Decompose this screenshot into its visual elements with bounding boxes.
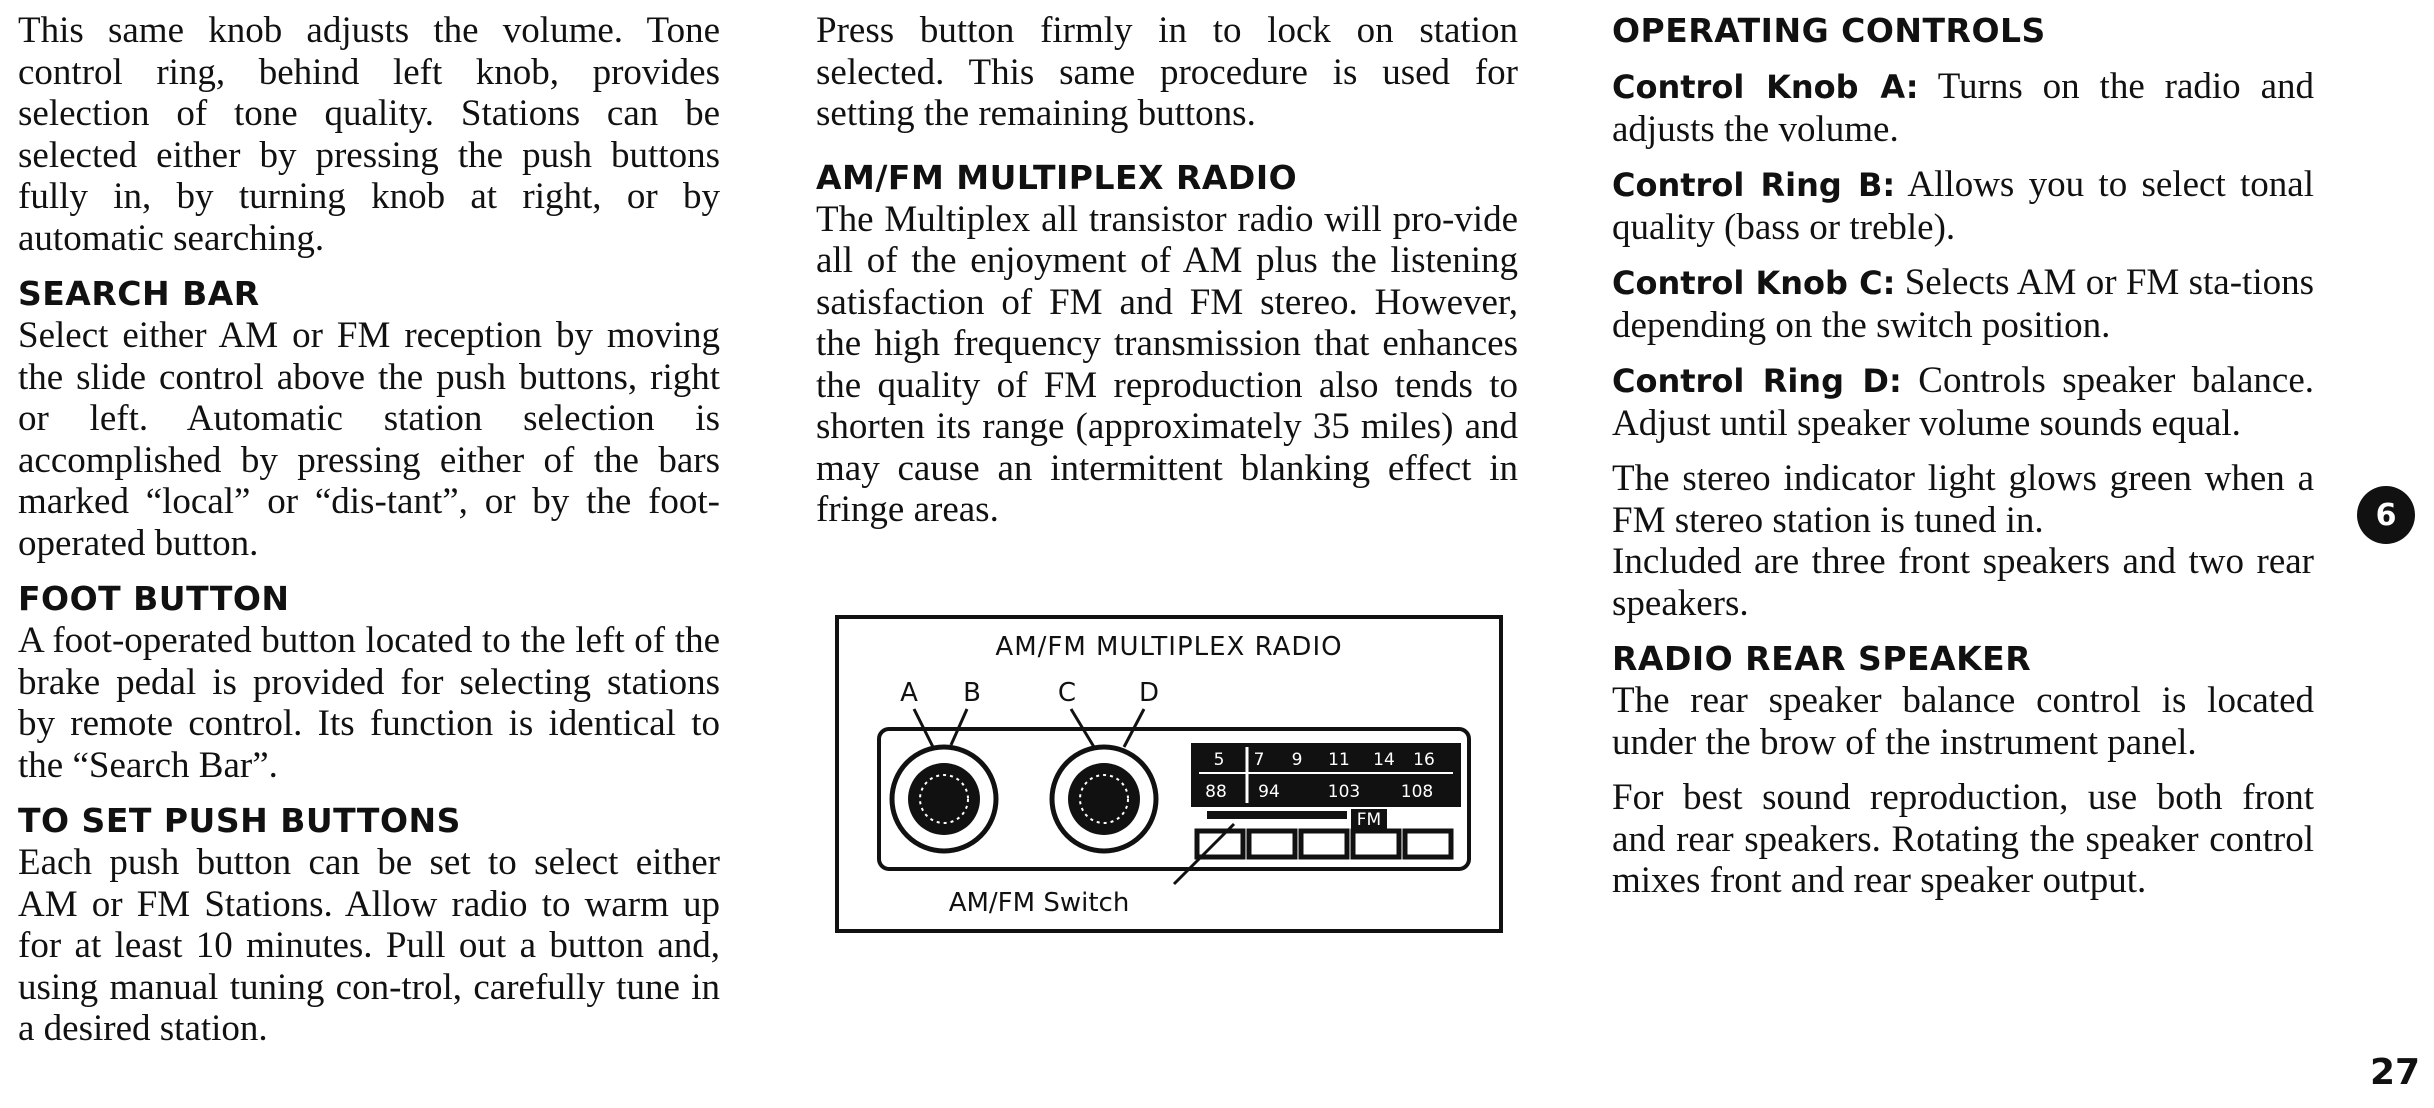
rear-speaker-paragraph: The rear speaker balance control is located under the brow of the instrument panel.	[1612, 680, 2314, 763]
am-fm-switch-label: AM/FM Switch	[948, 888, 1130, 918]
multiplex-heading: AM/FM MULTIPLEX RADIO	[816, 157, 1298, 197]
push-buttons-paragraph: Each push button can be set to select either AM or FM Stations. Allow radio to warm up for at least 10 minutes. Pull out a button and, using manual tuning con-trol, carefully tune in a desired station.	[18, 842, 720, 1049]
dial-top-4: 14	[1373, 750, 1395, 770]
push-button-5	[1405, 831, 1451, 857]
push-buttons-heading: TO SET PUSH BUTTONS	[18, 801, 461, 840]
control-term: Control Ring B:	[1612, 166, 1896, 204]
page-number: 27	[2370, 1052, 2421, 1093]
control-text: Turns on the radio and adjusts the volume.	[1612, 66, 2315, 150]
column-middle	[816, 10, 1518, 531]
radio-illustration	[839, 619, 1499, 929]
dial-top-1: 7	[1253, 750, 1265, 770]
dial-top-5: 16	[1413, 750, 1435, 770]
continued-paragraph: Press button firmly in to lock on station selected. This same procedure is used for setting the remaining buttons.	[816, 10, 1518, 134]
control-knob-c-item	[1612, 262, 2314, 346]
callout-d: D	[1138, 678, 1160, 708]
dial-top-2: 9	[1291, 750, 1303, 770]
control-term: Control Ring D:	[1612, 362, 1902, 400]
stereo-note-paragraph: The stereo indicator light glows green when a FM stereo station is tuned in.	[1612, 458, 2314, 541]
dial-bottom-2: 103	[1327, 782, 1361, 802]
foot-button-paragraph: A foot-operated button located to the left of the brake pedal is provided for selecting stations by remote control. Its function is identical to the “Search Bar”.	[18, 620, 720, 786]
dial-top-0: 5	[1213, 750, 1225, 770]
push-button-3	[1301, 831, 1347, 857]
control-knob-c	[1068, 763, 1140, 835]
fm-indicator-label: FM	[1356, 810, 1382, 830]
push-button-4	[1353, 831, 1399, 857]
control-text: Selects AM or FM sta-tions depending on the switch position.	[1612, 262, 2315, 346]
control-ring-d-item	[1612, 360, 2314, 444]
figure-title: AM/FM MULTIPLEX RADIO	[995, 632, 1343, 662]
search-bar-paragraph: Select either AM or FM reception by moving the slide control above the push buttons, right or left. Automatic station selection is accomplished by pressing either of the bars marked “local” or “dis-tant”, or by the foot-operated button.	[18, 315, 720, 564]
control-knob-a-item	[1612, 66, 2314, 150]
dial-bottom-0: 88	[1205, 782, 1227, 802]
dial-bottom-1: 94	[1258, 782, 1280, 802]
intro-paragraph: This same knob adjusts the volume. Tone control ring, behind left knob, provides selection of tone quality. Stations can be selected either by pressing the push buttons fully in, by turning knob at right, or by automatic searching.	[18, 10, 720, 259]
dial-top-3: 11	[1328, 750, 1350, 770]
search-bar-slide	[1207, 811, 1347, 819]
control-knob-a	[908, 763, 980, 835]
control-ring-b-item	[1612, 164, 2314, 248]
column-left	[18, 10, 720, 1050]
rear-speaker-heading: RADIO REAR SPEAKER	[1612, 639, 2032, 678]
speakers-note-paragraph: Included are three front speakers and two rear speakers.	[1612, 541, 2314, 624]
column-right	[1612, 10, 2314, 902]
callout-b: B	[963, 678, 981, 708]
control-text: Controls speaker balance. Adjust until speaker volume sounds equal.	[1612, 360, 2315, 444]
callout-a: A	[900, 678, 918, 708]
callout-c: C	[1057, 678, 1077, 708]
control-term: Control Knob A:	[1612, 68, 1919, 106]
radio-figure	[835, 615, 1503, 933]
push-button-2	[1249, 831, 1295, 857]
multiplex-paragraph: The Multiplex all transistor radio will pro-vide all of the enjoyment of AM plus the listening satisfaction of FM and FM stereo. However, the high frequency transmission that enhances the quality of FM reproduction also tends to shorten its range (approximately 35 miles) and may cause an intermittent blanking effect in fringe areas.	[816, 198, 1518, 530]
control-term: Control Knob C:	[1612, 264, 1896, 302]
operating-controls-heading: OPERATING CONTROLS	[1612, 11, 2046, 50]
control-text: Allows you to select tonal quality (bass or treble).	[1612, 164, 2315, 248]
dial-bottom-3: 108	[1400, 782, 1434, 802]
best-sound-paragraph: For best sound reproduction, use both front and rear speakers. Rotating the speaker control mixes front and rear speaker output.	[1612, 777, 2314, 901]
section-tab-badge: 6	[2357, 486, 2415, 544]
search-bar-heading: SEARCH BAR	[18, 274, 260, 313]
foot-button-heading: FOOT BUTTON	[18, 579, 290, 618]
